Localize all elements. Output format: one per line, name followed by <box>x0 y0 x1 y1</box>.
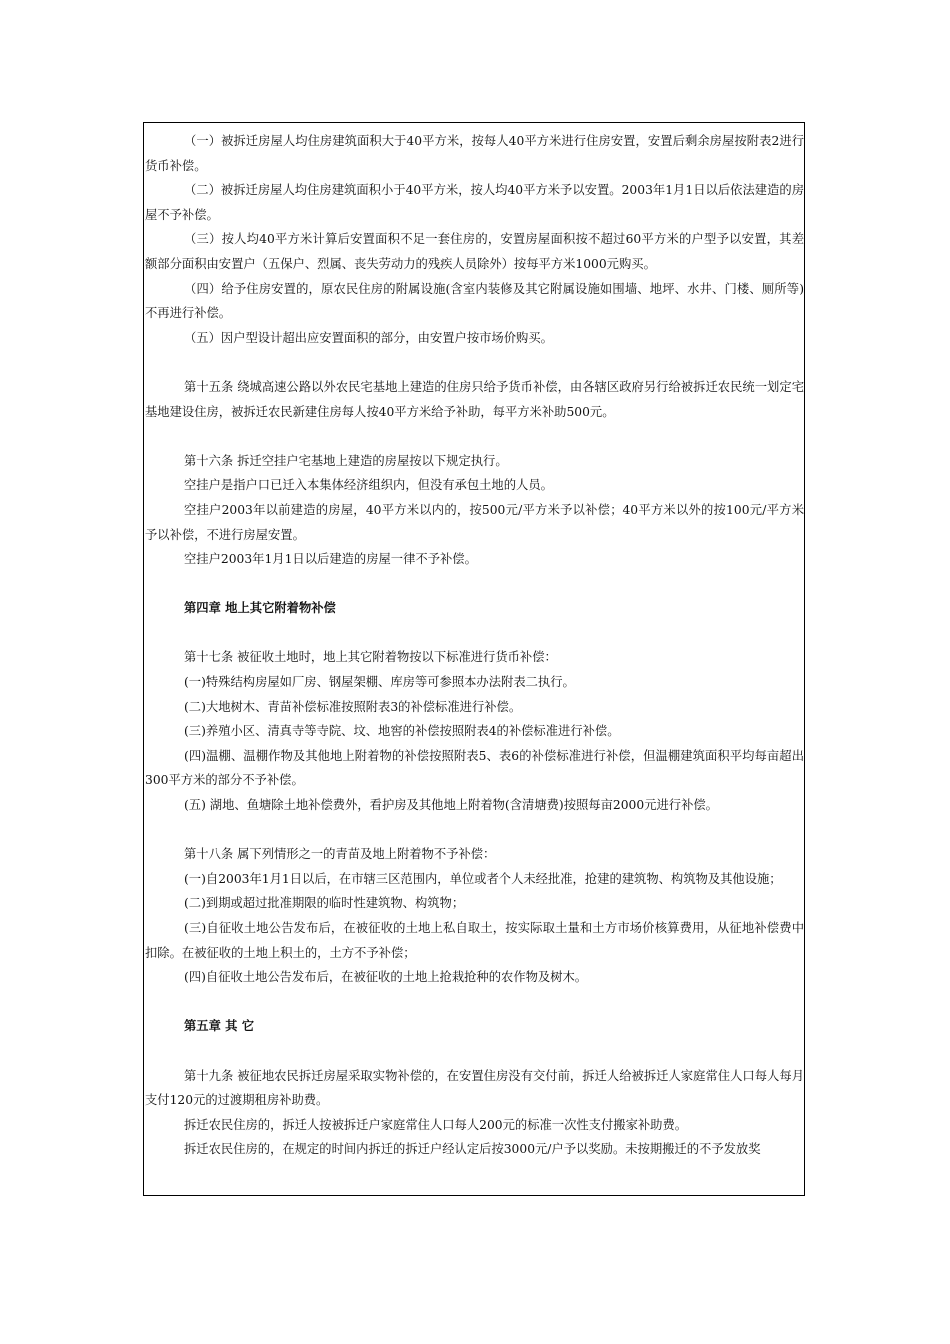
paragraph: (四)自征收土地公告发布后，在被征收的土地上抢栽抢种的农作物及树木。 <box>184 970 588 985</box>
paragraph: 空挂户2003年以前建造的房屋，40平方米以内的，按500元/平方米予以补偿；40平方米以外的按100元/平方米予以补偿，不进行房屋安置。 <box>145 502 804 542</box>
article-17: 第十七条 被征收土地时，地上其它附着物按以下标准进行货币补偿： <box>184 650 557 665</box>
paragraph: (四)温棚、温棚作物及其他地上附着物的补偿按照附表5、表6的补偿标准进行补偿，但温棚建筑面积平均每亩超出300平方米的部分不予补偿。 <box>145 748 804 788</box>
paragraph: （二）被拆迁房屋人均住房建筑面积小于40平方米，按人均40平方米予以安置。2003年1月1日以后依法建造的房屋不予补偿。 <box>145 183 804 222</box>
paragraph: (五) 湖地、鱼塘除土地补偿费外，看护房及其他地上附着物(含清塘费)按照每亩2000元进行补偿。 <box>184 798 718 813</box>
paragraph: (二)到期或超过批准期限的临时性建筑物、构筑物； <box>184 896 465 911</box>
document-frame <box>143 122 805 1196</box>
spacer <box>145 350 804 375</box>
spacer <box>145 621 804 646</box>
spacer <box>145 424 804 449</box>
paragraph: 拆迁农民住房的，在规定的时间内拆迁的拆迁户经认定后按3000元/户予以奖励。未按期搬迁的不予发放奖 <box>184 1142 761 1157</box>
paragraph: 拆迁农民住房的，拆迁人按被拆迁户家庭常住人口每人200元的标准一次性支付搬家补助费。 <box>184 1117 688 1132</box>
chapter-5-heading: 第五章 其 它 <box>184 1019 255 1034</box>
paragraph: （四）给予住房安置的，原农民住房的附属设施(含室内装修及其它附属设施如围墙、地坪、水井、门楼、厕所等)不再进行补偿。 <box>145 281 804 321</box>
paragraph: (三)养殖小区、清真寺等寺院、坟、地窖的补偿按照附表4的补偿标准进行补偿。 <box>184 724 620 739</box>
spacer <box>145 990 804 1015</box>
article-15: 第十五条 绕城高速公路以外农民宅基地上建造的住房只给予货币补偿，由各辖区政府另行给被拆迁农民统一划定宅基地建设住房，被拆迁农民新建住房每人按40平方米给予补助，每平方米补助500元。 <box>145 379 804 419</box>
article-16: 第十六条 拆迁空挂户宅基地上建造的房屋按以下规定执行。 <box>184 453 508 468</box>
paragraph: (三)自征收土地公告发布后，在被征收的土地上私自取土，按实际取土量和土方市场价核算费用，从征地补偿费中扣除。在被征收的土地上积土的，土方不予补偿； <box>145 921 804 960</box>
spacer <box>145 1039 804 1064</box>
paragraph: (一)自2003年1月1日以后，在市辖三区范围内，单位或者个人未经批准，抢建的建筑物、构筑物及其他设施； <box>184 871 782 886</box>
chapter-4-heading: 第四章 地上其它附着物补偿 <box>184 601 336 616</box>
article-18: 第十八条 属下列情形之一的青苗及地上附着物不予补偿： <box>184 847 496 862</box>
article-19: 第十九条 被征地农民拆迁房屋采取实物补偿的，在安置住房没有交付前，拆迁人给被拆迁人家庭常住人口每人每月支付120元的过渡期租房补助费。 <box>145 1068 804 1108</box>
paragraph: (一)特殊结构房屋如厂房、钢屋架棚、库房等可参照本办法附表二执行。 <box>184 675 575 690</box>
paragraph: （三）按人均40平方米计算后安置面积不足一套住房的，安置房屋面积按不超过60平方米的户型予以安置，其差额部分面积由安置户（五保户、烈属、丧失劳动力的残疾人员除外）按每平方米1000元购买。 <box>145 232 804 271</box>
paragraph: 空挂户2003年1月1日以后建造的房屋一律不予补偿。 <box>184 552 477 567</box>
spacer <box>145 818 804 843</box>
document-body <box>145 129 804 1162</box>
spacer <box>145 572 804 597</box>
paragraph: （五）因户型设计超出应安置面积的部分，由安置户按市场价购买。 <box>184 330 553 345</box>
paragraph: （一）被拆迁房屋人均住房建筑面积大于40平方米，按每人40平方米进行住房安置，安置后剩余房屋按附表2进行货币补偿。 <box>145 134 804 173</box>
paragraph: (二)大地树木、青苗补偿标准按照附表3的补偿标准进行补偿。 <box>184 699 522 714</box>
paragraph: 空挂户是指户口已迁入本集体经济组织内，但没有承包土地的人员。 <box>184 478 553 493</box>
